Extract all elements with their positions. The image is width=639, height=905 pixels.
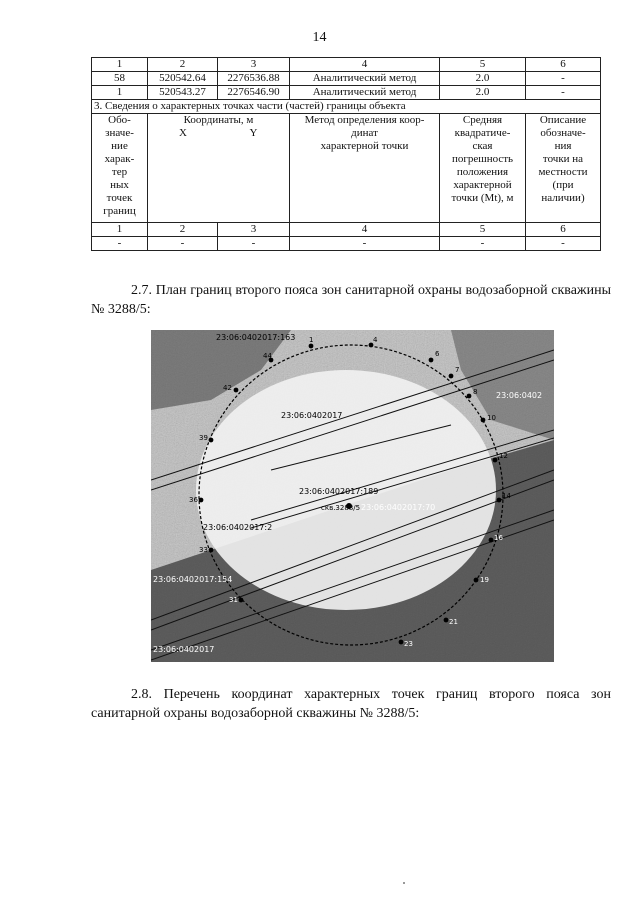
table-cell: 2.0 (440, 86, 526, 100)
point-label: 36 (189, 496, 198, 504)
table-header-row (92, 114, 601, 223)
point-label: 42 (223, 384, 232, 392)
section-2-7-paragraph (91, 281, 611, 319)
table-cell: 58 (92, 72, 148, 86)
page-number: 14 (312, 30, 327, 45)
header-designation: Обо- значе- ние харак- тер ных точек границ (92, 114, 148, 223)
table-cell: 6 (526, 58, 601, 72)
header-y: Y (249, 127, 258, 139)
table-cell: 1 (92, 58, 148, 72)
table-cell: Аналитический метод (290, 72, 440, 86)
point-label: 4 (373, 336, 378, 344)
table-row (92, 72, 601, 86)
header-x: X (179, 127, 187, 139)
table-cell: 2276546.90 (218, 86, 290, 100)
section-2-7-text: 2.7. План границ второго пояса зон санитарной охраны водозаборной скважины № 3288/5: (91, 283, 611, 317)
table-cell: - (218, 237, 290, 251)
table-column-numbers-row (92, 58, 601, 72)
header-coordinates-label: Координаты, м (183, 114, 254, 126)
parcel-label-2: 23:06:0402017:2 (203, 523, 273, 532)
header-coordinates (148, 114, 290, 223)
point-label: 23 (404, 640, 413, 648)
point-label: 14 (502, 492, 511, 500)
point-label: 19 (480, 576, 489, 584)
table-cell: 520542.64 (148, 72, 218, 86)
table-cell: 1 (92, 223, 148, 237)
coordinates-table (91, 57, 601, 251)
table-cell: - (526, 86, 601, 100)
section-title-row (92, 100, 601, 114)
parcel-label-189: 23:06:0402017:189 (299, 487, 379, 496)
table-row (92, 86, 601, 100)
table-cell: 1 (92, 86, 148, 100)
point-label: 39 (199, 434, 208, 442)
header-error: Средняя квадратиче- ская погрешность положения характерной точки (Mt), м (440, 114, 526, 223)
table-cell: - (526, 72, 601, 86)
point-label: 12 (499, 452, 508, 460)
point-label: 10 (487, 414, 496, 422)
map-svg (151, 330, 554, 662)
parcel-label-top: 23:06:0402017:163 (216, 333, 296, 342)
table-cell: 520543.27 (148, 86, 218, 100)
table-cell: 5 (440, 223, 526, 237)
point-label: 44 (263, 352, 272, 360)
point-label: 33 (199, 546, 208, 554)
parcel-label-ne: 23:06:0402017:70 (361, 503, 436, 512)
table-cell: 6 (526, 223, 601, 237)
table-cell: - (92, 237, 148, 251)
table-cell: Аналитический метод (290, 86, 440, 100)
point-label: 1 (309, 336, 314, 344)
point-label: 8 (473, 388, 478, 396)
parcel-label-main: 23:06:0402017 (281, 411, 343, 420)
table-cell: 4 (290, 58, 440, 72)
parcel-label-right: 23:06:0402 (496, 391, 543, 400)
parcel-label-left: 23:06:0402017:154 (153, 575, 233, 584)
well-label: скв.3288/5 (321, 504, 361, 512)
scan-speck (403, 882, 405, 884)
table-cell: 4 (290, 223, 440, 237)
section-2-8-paragraph (91, 685, 611, 723)
section-3-title: 3. Сведения о характерных точках части (частей) границы объекта (92, 100, 601, 114)
table-cell: - (148, 237, 218, 251)
table-cell: 2 (148, 58, 218, 72)
header-description: Описание обозначе- ния точки на местности (при наличии) (526, 114, 601, 223)
table-cell: 2.0 (440, 72, 526, 86)
table-column-numbers-row (92, 223, 601, 237)
table-cell: 5 (440, 58, 526, 72)
header-xy (148, 127, 289, 140)
point-label: 31 (229, 596, 238, 604)
table-cell: 3 (218, 223, 290, 237)
point-label: 6 (435, 350, 440, 358)
table-cell: 3 (218, 58, 290, 72)
point-label: 16 (494, 534, 503, 542)
section-2-8-text: 2.8. Перечень координат характерных точек границ второго пояса зон санитарной охраны водозаборной скважины № 3288/5: (91, 687, 611, 721)
header-method: Метод определения коор- динат характерной точки (290, 114, 440, 223)
point-label: 21 (449, 618, 458, 626)
table-cell: - (526, 237, 601, 251)
boundary-plan-map (151, 330, 554, 662)
parcel-label-bottom: 23:06:0402017 (153, 645, 215, 654)
table-cell: 2 (148, 223, 218, 237)
table-cell: - (290, 237, 440, 251)
table-cell: - (440, 237, 526, 251)
table-row (92, 237, 601, 251)
point-label: 7 (455, 366, 460, 374)
table-cell: 2276536.88 (218, 72, 290, 86)
